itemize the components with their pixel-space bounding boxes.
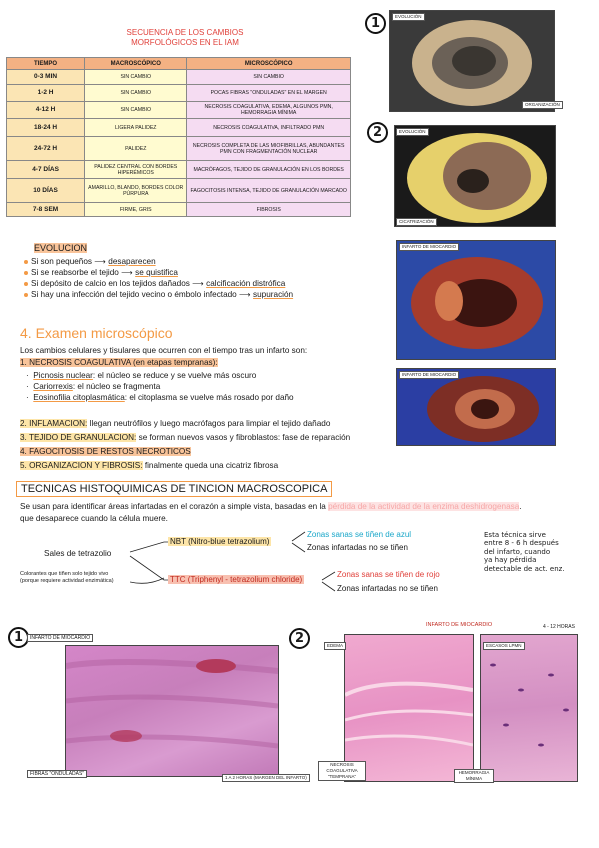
cell-macro: LIGERA PALIDEZ: [85, 119, 187, 137]
ttc-label: TTC (Triphenyl - tetrazolium chloride): [170, 575, 303, 584]
table-row: [7, 102, 351, 119]
histology-photo-lpmn: [480, 634, 578, 782]
evolucion-heading: [29, 243, 92, 253]
cell-micro: POCAS FIBRAS "ONDULADAS" EN EL MARGEN: [187, 85, 351, 102]
evolucion-item: [24, 278, 293, 289]
examen-sublist: [26, 370, 294, 403]
table-row: [7, 119, 351, 137]
heart-infarct-photo-1: [396, 240, 556, 360]
cell-micro: NECROSIS COAGULATIVA, INFILTRADO PMN: [187, 119, 351, 137]
caption-infarto-miocardio-2: INFARTO DE MIOCARDIO: [399, 371, 459, 379]
evolucion-item-key: desaparecen: [108, 257, 156, 266]
bullet-icon: [24, 260, 28, 264]
sub-item-text: : el núcleo se fragmenta: [72, 382, 161, 391]
nbt-zonas-sanas: Zonas sanas se tiñen de azul: [307, 530, 412, 539]
point-3-label: 3. TEJIDO DE GRANULACION:: [20, 433, 137, 442]
cell-micro: NECROSIS COMPLETA DE LAS MIOFIBRILLAS, ABUNDANTES PMN CON FRAGMENTACIÓN NUCLEAR: [187, 137, 351, 161]
heart-specimen-photo-1: [389, 10, 555, 112]
cell-macro: PALIDEZ: [85, 137, 187, 161]
table-row: [7, 179, 351, 203]
caption-necrosis-temprana: NECROSIS COAGULATIVA "TEMPRANA": [318, 761, 366, 781]
morphology-table: [6, 57, 351, 217]
caption-infarto-miocardio-1: INFARTO DE MIOCARDIO: [399, 243, 459, 251]
cell-tiempo: 10 DÍAS: [7, 179, 85, 203]
examen-points-2-5: [20, 418, 350, 471]
tecnicas-intro: [20, 501, 522, 525]
table-title: [100, 28, 270, 48]
histology-photo-edema: [344, 634, 474, 782]
examen-title: 4. Examen microscópico: [20, 325, 173, 341]
evolucion-item-key: supuración: [253, 290, 294, 299]
cell-macro: SIN CAMBIO: [85, 70, 187, 85]
examen-point-3: [20, 432, 350, 443]
examen-intro: Los cambios celulares y tisulares que ocurren con el tiempo tras un infarto son:: [20, 346, 308, 355]
evolucion-item-text: Si depósito de calcio en los tejidos dañados ⟶: [31, 279, 207, 288]
col-header-tiempo: TIEMPO: [7, 58, 85, 70]
examen-point-4: [20, 446, 350, 457]
cell-micro: FIBROSIS: [187, 203, 351, 217]
examen-point-1: [20, 357, 218, 368]
cell-micro: SIN CAMBIO: [187, 70, 351, 85]
col-header-microscopico: MICROSCÓPICO: [187, 58, 351, 70]
caption-organizacion: ORGANIZACIÓN: [522, 101, 563, 109]
cell-tiempo: 18-24 H: [7, 119, 85, 137]
cell-tiempo: 4-7 DÍAS: [7, 161, 85, 179]
point-4-label: 4. FAGOCITOSIS DE RESTOS NECROTICOS: [20, 447, 191, 456]
caption-infarto-right: INFARTO DE MIOCARDIO: [426, 622, 493, 628]
histology-edema-graphic: [345, 635, 473, 781]
examen-sub-item: · Picnosis nuclear: el núcleo se reduce y se vuelve más oscuro: [26, 371, 257, 380]
examen-point-2: [20, 418, 350, 429]
table-title-line-1: SECUENCIA DE LOS CAMBIOS: [126, 28, 244, 37]
histology-photo-fibras: [65, 645, 279, 777]
cell-tiempo: 24-72 H: [7, 137, 85, 161]
cell-macro: PALIDEZ CENTRAL CON BORDES HIPERÉMICOS: [85, 161, 187, 179]
note-line: ya hay pérdida: [484, 556, 537, 565]
table-row: [7, 85, 351, 102]
evolucion-heading-text: EVOLUCION: [34, 243, 88, 253]
caption-4-12-horas: 4 - 12 HORAS: [543, 624, 575, 630]
point-2-text: llegan neutrófilos y luego macrófagos para limpiar el tejido dañado: [87, 419, 331, 428]
evolucion-item-key: calcificación distrófica: [206, 279, 286, 288]
ttc-zonas-sanas: Zonas sanas se tiñen de rojo: [337, 570, 440, 579]
caption-evolucion-2: EVOLUCIÓN: [396, 128, 429, 136]
caption-edema: EDEMA: [324, 642, 346, 650]
bullet-icon: [24, 282, 28, 286]
number-2-badge: 2: [367, 122, 388, 143]
sales-tetrazolio-label: Sales de tetrazolio: [44, 549, 112, 558]
sub-item-key: Eosinofilia citoplasmática: [33, 393, 125, 402]
evolucion-item: [24, 289, 293, 300]
number-1-badge: 1: [365, 13, 386, 34]
tecnicas-intro-highlight: pérdida de la actividad de la enzima deshidrogenasa: [328, 502, 520, 511]
caption-margen-infarto: 1 A 2 HORAS (MARGEN DEL INFARTO): [222, 774, 310, 782]
cell-macro: SIN CAMBIO: [85, 102, 187, 119]
table-row: [7, 203, 351, 217]
table-row: [7, 137, 351, 161]
cell-tiempo: 1-2 H: [7, 85, 85, 102]
cell-tiempo: 7-8 SEM: [7, 203, 85, 217]
evolucion-item-text: Si hay una infección del tejido vecino o émbolo infectado ⟶: [31, 290, 254, 299]
histology-lpmn-graphic: [481, 635, 577, 781]
sub-item-text: : el citoplasma se vuelve más rosado por daño: [124, 393, 294, 402]
caption-cicatrizacion: CICATRIZACIÓN: [396, 218, 437, 226]
ttc-zonas-infartadas: Zonas infartadas no se tiñen: [337, 584, 438, 593]
tecnicas-intro-end: .: [519, 502, 522, 511]
table-header-row: [7, 58, 351, 70]
table-row: [7, 161, 351, 179]
bullet-icon: [24, 293, 28, 297]
caption-fibras-onduladas: FIBRAS "ONDULADAS": [27, 770, 87, 778]
examen-point-5: [20, 460, 350, 471]
caption-infarto-left: INFARTO DE MIOCARDIO: [27, 634, 93, 642]
heart-infarct-graphic-2: [397, 369, 555, 445]
colorantes-arrow: [130, 572, 168, 588]
cell-tiempo: 0-3 MIN: [7, 70, 85, 85]
bullet-icon: [24, 271, 28, 275]
handwritten-note: [484, 531, 565, 573]
note-line: detectable de act. enz.: [484, 564, 565, 573]
evolucion-item-text: Si son pequeños ⟶: [31, 257, 109, 266]
cell-micro: NECROSIS COAGULATIVA, EDEMA, ALGUNOS PMN, HEMORRAGIA MÍNIMA: [187, 102, 351, 119]
cell-macro: FIRME, GRIS: [85, 203, 187, 217]
nbt-zonas-infartadas: Zonas infartadas no se tiñen: [307, 543, 408, 552]
number-1-bottom-badge: 1: [8, 627, 29, 648]
heart-specimen-photo-2: [394, 125, 556, 227]
evolucion-item: [24, 256, 293, 267]
nbt-label: NBT (Nitro-blue tetrazolium): [170, 537, 270, 546]
caption-evolucion-1: EVOLUCIÓN: [392, 13, 425, 21]
tecnicas-intro-line-2: que desaparece cuando la célula muere.: [20, 514, 168, 523]
examen-sub-item: · Eosinofilia citoplasmática: el citoplasma se vuelve más rosado por daño: [26, 393, 294, 402]
cell-macro: SIN CAMBIO: [85, 85, 187, 102]
examen-sub-item: · Cariorrexis: el núcleo se fragmenta: [26, 382, 161, 391]
cell-micro: FAGOCITOSIS INTENSA, TEJIDO DE GRANULACIÓN MARCADO: [187, 179, 351, 203]
point-1-label: 1. NECROSIS COAGULATIVA (en etapas tempranas):: [20, 358, 218, 367]
evolucion-item-text: Si se reabsorbe el tejido ⟶: [31, 268, 136, 277]
note-line: entre 8 - 6 h después: [484, 539, 559, 548]
tecnicas-title: TECNICAS HISTOQUIMICAS DE TINCION MACROSCOPICA: [16, 481, 332, 497]
heart-ring-graphic-1: [390, 11, 554, 111]
table-title-line-2: MORFOLÓGICOS EN EL IAM: [131, 38, 239, 47]
sub-item-key: Cariorrexis: [33, 382, 73, 391]
point-3-text: se forman nuevos vasos y fibroblastos: fase de reparación: [136, 433, 351, 442]
point-5-text: finalmente queda una cicatriz fibrosa: [142, 461, 279, 470]
note-line: del infarto, cuando: [484, 547, 551, 556]
cell-micro: MACRÓFAGOS, TEJIDO DE GRANULACIÓN EN LOS BORDES: [187, 161, 351, 179]
sub-item-key: Picnosis nuclear: [33, 371, 93, 380]
cell-macro: AMARILLO, BLANDO, BORDES COLOR PÚRPURA: [85, 179, 187, 203]
sub-item-text: : el núcleo se reduce y se vuelve más oscuro: [92, 371, 257, 380]
point-5-label: 5. ORGANIZACION Y FIBROSIS:: [20, 461, 143, 470]
histology-fibras-graphic: [66, 646, 278, 776]
tecnicas-intro-text: Se usan para identificar áreas infartadas en el corazón a simple vista, basadas en la: [20, 502, 329, 511]
note-line: Esta técnica sirve: [484, 531, 546, 539]
colorantes-line-2: (porque requiere actividad enzimática): [20, 578, 114, 584]
evolucion-item-key: se quistifica: [135, 268, 178, 277]
heart-infarct-photo-2: [396, 368, 556, 446]
heart-section-graphic-2: [395, 126, 555, 226]
col-header-macroscopico: MACROSCÓPICO: [85, 58, 187, 70]
colorantes-note: [20, 571, 114, 585]
evolucion-item: [24, 267, 293, 278]
heart-infarct-graphic-1: [397, 241, 555, 359]
colorantes-line-1: Colorantes que tiñen solo tejido vivo: [20, 571, 109, 577]
number-2-bottom-badge: 2: [289, 628, 310, 649]
evolucion-list: [24, 256, 293, 300]
point-2-label: 2. INFLAMACION:: [20, 419, 88, 428]
caption-hemorragia-minima: HEMORRAGIA MÍNIMA: [454, 769, 494, 783]
caption-escasos-lpmn: ESCASOS LPMN: [483, 642, 525, 650]
cell-tiempo: 4-12 H: [7, 102, 85, 119]
table-row: [7, 70, 351, 85]
